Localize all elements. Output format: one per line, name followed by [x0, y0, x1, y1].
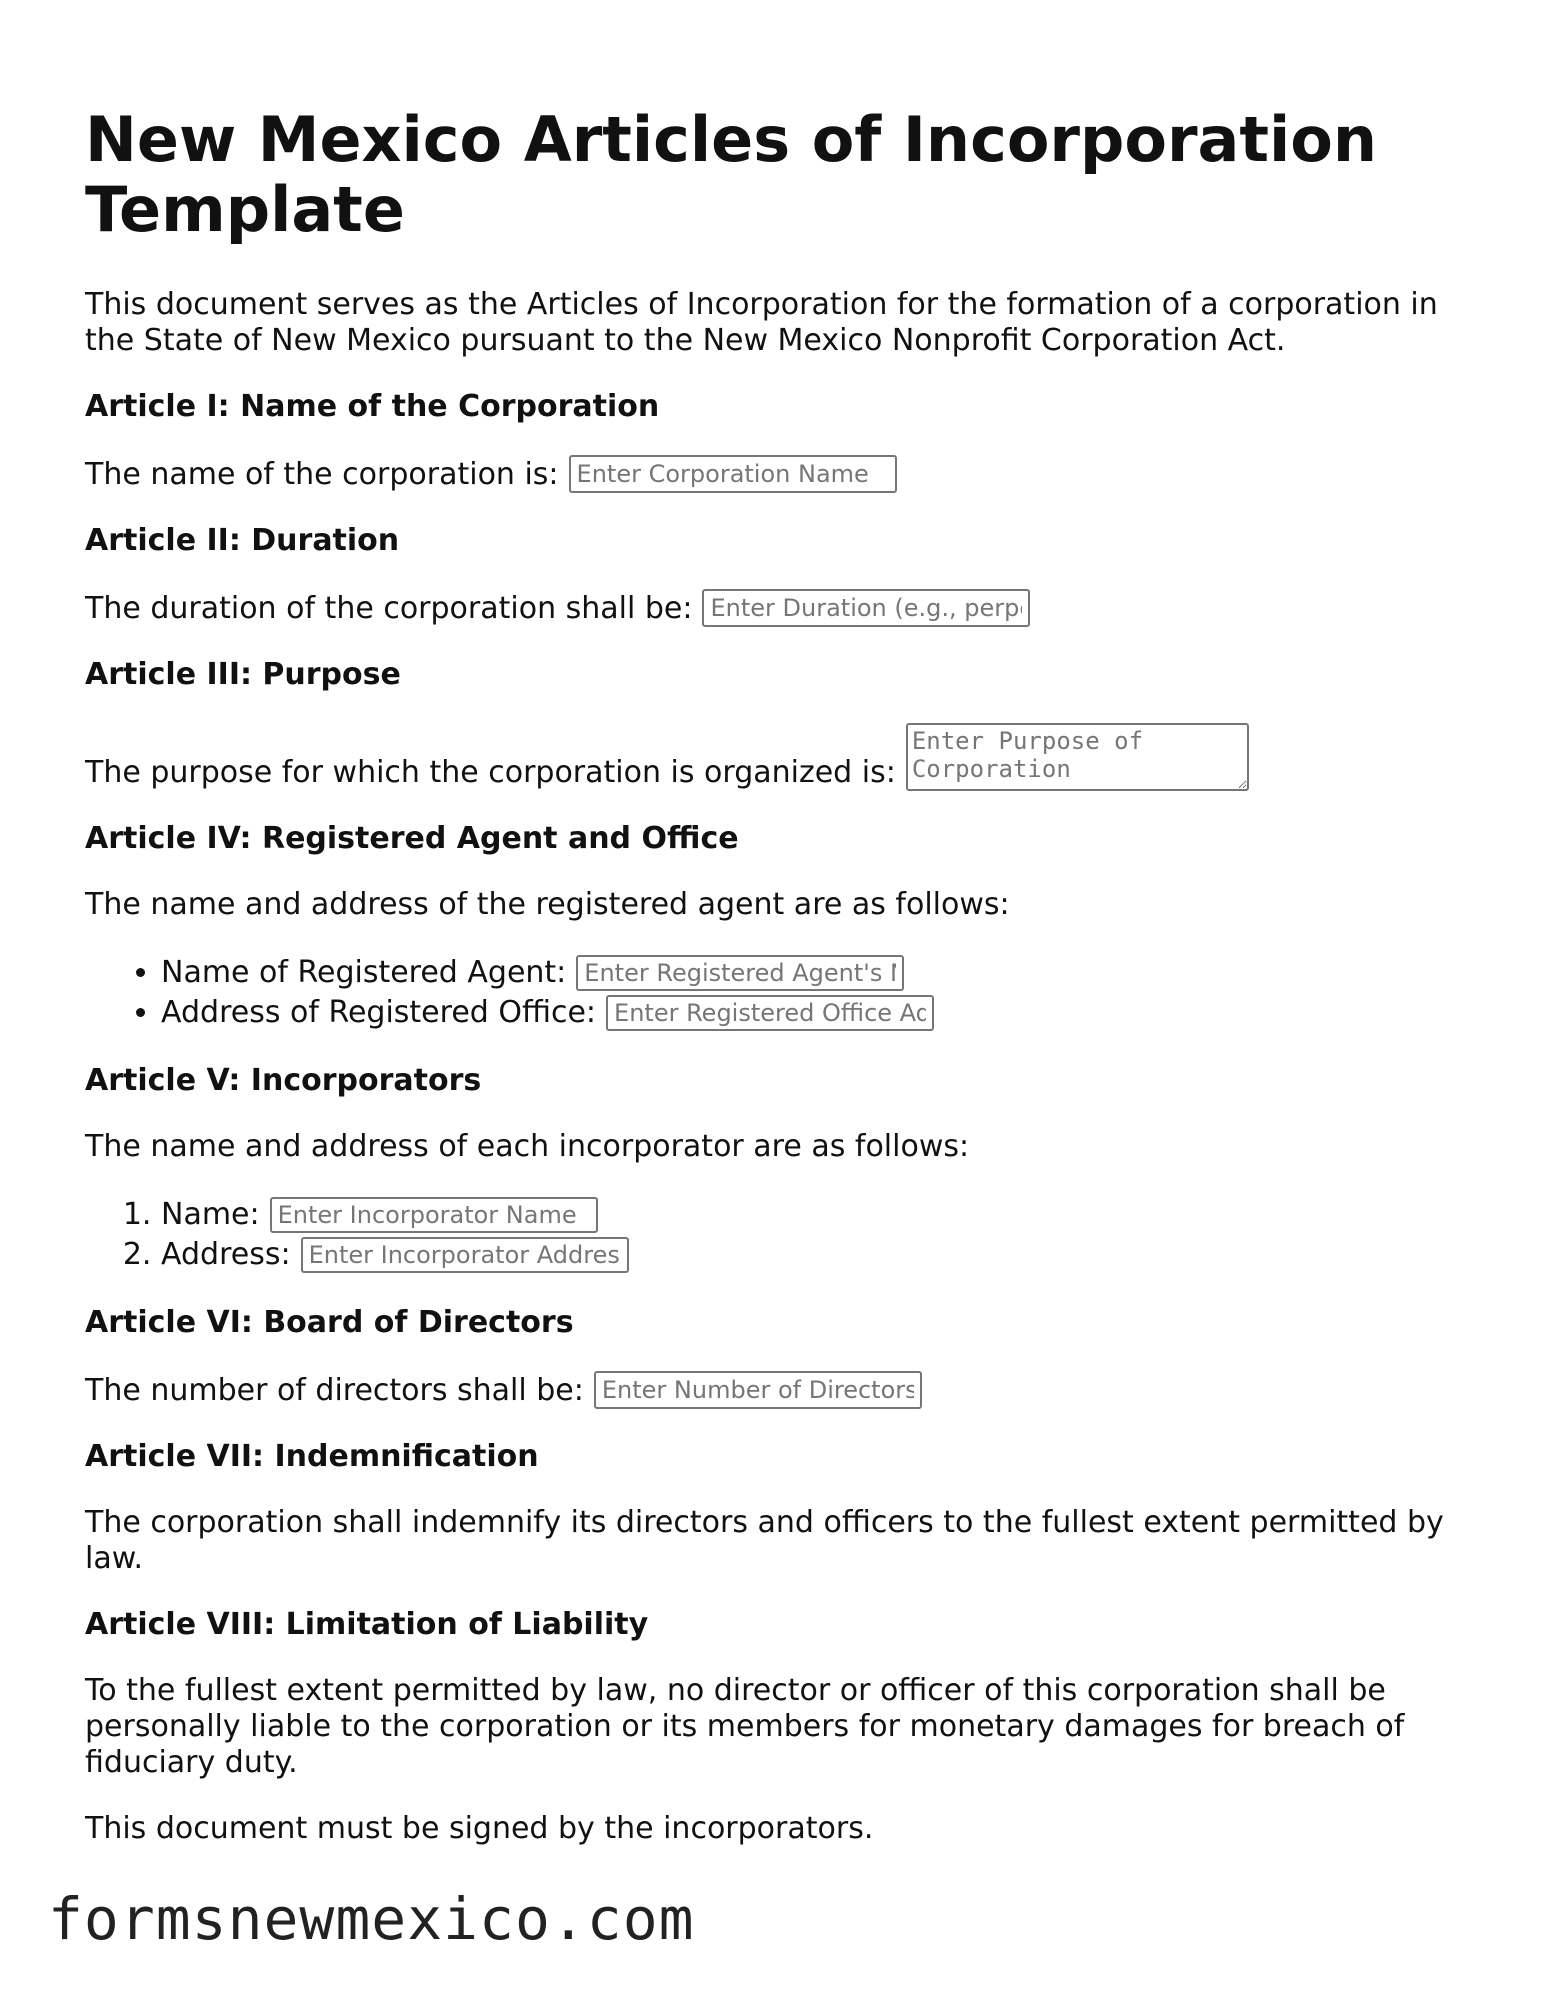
purpose-label: The purpose for which the corporation is organized is:: [85, 755, 896, 790]
liability-text: To the fullest extent permitted by law, no director or officer of this corporation shall be personally liable to the corporation or its members for monetary damages for breach of fiduciary duty.: [85, 1673, 1405, 1780]
article-1-line: [85, 455, 1485, 493]
registered-agent-name-input[interactable]: [576, 955, 904, 991]
registered-office-address-input[interactable]: [606, 995, 934, 1031]
registered-office-address-label: • Address of Registered Office:: [161, 995, 597, 1030]
corporation-name-input[interactable]: [569, 455, 897, 493]
registered-agent-intro: The name and address of the registered agent are as follows:: [85, 887, 1010, 922]
article-3-line: [85, 723, 1485, 791]
article-8-heading: Article VIII: Limitation of Liability: [85, 1607, 649, 1642]
article-3-heading: Article III: Purpose: [85, 657, 401, 692]
list-item: [161, 1195, 1485, 1235]
watermark: formsnewmexico.com: [48, 1885, 695, 1953]
indemnification-text: The corporation shall indemnify its directors and officers to the fullest extent permitted by law.: [85, 1505, 1444, 1576]
article-1-heading: Article I: Name of the Corporation: [85, 389, 660, 424]
article-2-line: [85, 589, 1485, 627]
page-title: New Mexico Articles of Incorporation Template: [85, 103, 1378, 246]
incorporators-list: [85, 1195, 1485, 1275]
incorporator-name-label: 1. Name:: [161, 1197, 260, 1232]
purpose-textarea[interactable]: [906, 723, 1249, 791]
article-6-heading: Article VI: Board of Directors: [85, 1305, 574, 1340]
registered-agent-list: [85, 953, 1485, 1033]
list-item: [161, 1235, 1485, 1275]
article-4-heading: Article IV: Registered Agent and Office: [85, 821, 739, 856]
intro-paragraph: This document serves as the Articles of Incorporation for the formation of a corporation in the State of New Mexico pursuant to the New Mexico Nonprofit Corporation Act.: [85, 287, 1438, 358]
article-6-line: [85, 1371, 1485, 1409]
closing-text: This document must be signed by the incorporators.: [85, 1811, 874, 1846]
duration-label: The duration of the corporation shall be:: [85, 591, 693, 626]
duration-input[interactable]: [702, 589, 1030, 627]
list-item: [161, 953, 1485, 993]
incorporator-address-label: 2. Address:: [161, 1237, 291, 1272]
directors-label: The number of directors shall be:: [85, 1373, 584, 1408]
registered-agent-name-label: • Name of Registered Agent:: [161, 955, 567, 990]
directors-input[interactable]: [594, 1371, 922, 1409]
incorporator-name-input[interactable]: [270, 1197, 598, 1233]
incorporator-address-input[interactable]: [301, 1237, 629, 1273]
article-5-heading: Article V: Incorporators: [85, 1063, 482, 1098]
document-page: [85, 105, 1485, 1877]
corporation-name-label: The name of the corporation is:: [85, 457, 559, 492]
incorporators-intro: The name and address of each incorporator are as follows:: [85, 1129, 970, 1164]
article-7-heading: Article VII: Indemnification: [85, 1439, 539, 1474]
article-2-heading: Article II: Duration: [85, 523, 400, 558]
list-item: [161, 993, 1485, 1033]
